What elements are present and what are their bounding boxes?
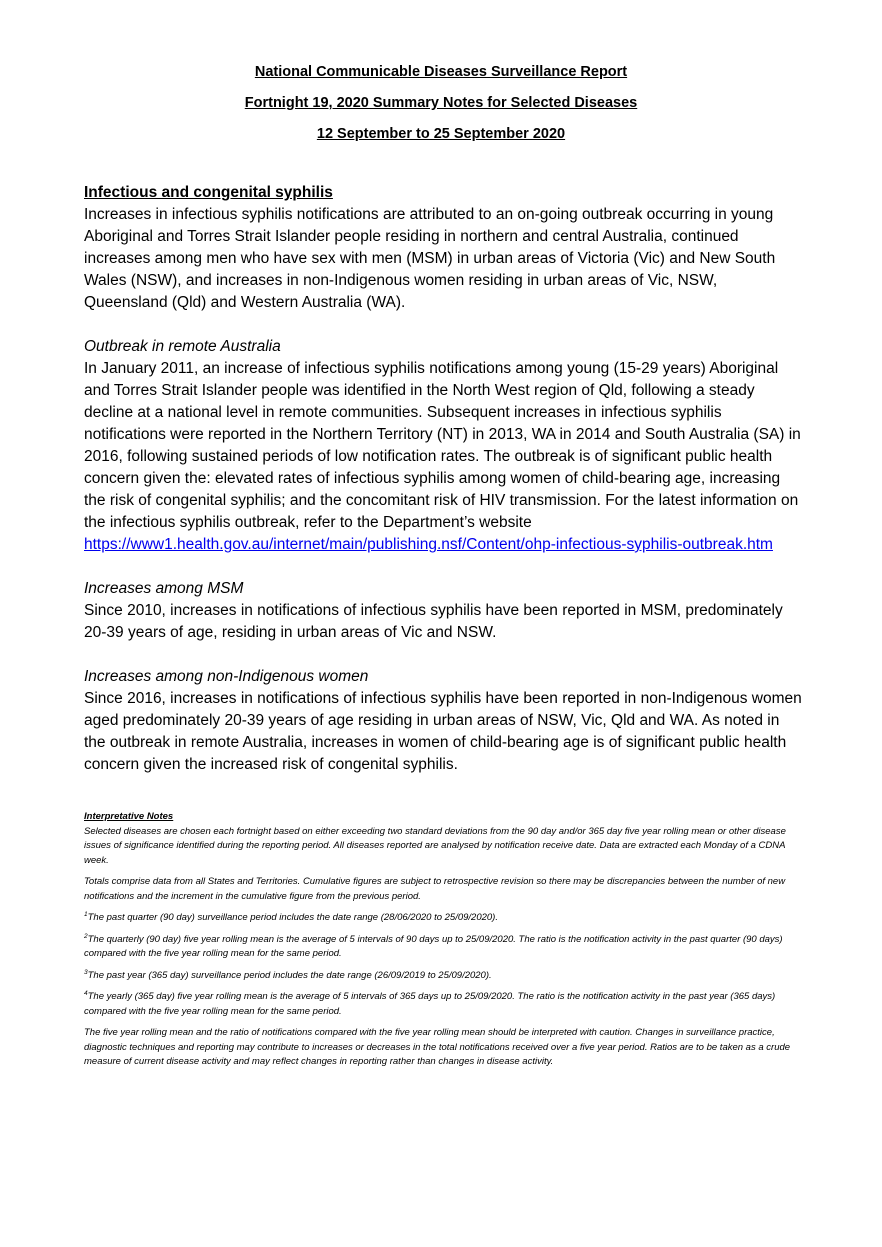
report-title: National Communicable Diseases Surveillance Report [254, 64, 628, 80]
women-heading: Increases among non-Indigenous women [84, 668, 369, 685]
note-text: The past year (365 day) surveillance period includes the date range (26/09/2019 to 25/09/2020). [87, 969, 492, 981]
women-body: Since 2016, increases in notifications of infectious syphilis have been reported in non-Indigenous women aged predominately 20-39 years of age residing in urban areas of NSW, Vic, Qld and WA. As noted in the outbreak in remote Australia, increases in women of child-bearing age is of significant public health concern given the increased risk of congenital syphilis. [84, 690, 802, 773]
note-marker: 4 [84, 989, 88, 997]
main-content [84, 182, 804, 776]
msm-heading: Increases among MSM [84, 580, 244, 597]
msm-body: Since 2010, increases in notifications of infectious syphilis have been reported in MSM, predominately 20-39 years of age, residing in urban areas of Vic and NSW. [84, 602, 783, 641]
note-text: The past quarter (90 day) surveillance period includes the date range (28/06/2020 to 25/09/2020). [87, 912, 498, 923]
report-header [84, 64, 798, 157]
note-marker: 2 [84, 932, 88, 940]
spacer [84, 644, 804, 666]
notes-heading: Interpretative Notes [84, 811, 174, 822]
note-item [84, 825, 800, 869]
department-website-link[interactable]: https://www1.health.gov.au/internet/main/publishing.nsf/Content/ohp-infectious-syphilis-outbreak.htm [84, 536, 773, 553]
note-text: Totals comprise data from all States and Territories. Cumulative figures are subject to retrospective revision so there may be discrepancies between the number of new notifications and the increment in the cumulative figure from the previous period. [84, 876, 786, 902]
report-subtitle: Fortnight 19, 2020 Summary Notes for Selected Diseases [244, 95, 638, 111]
outbreak-heading: Outbreak in remote Australia [84, 338, 281, 355]
note-item [84, 1026, 800, 1070]
note-text: The five year rolling mean and the ratio of notifications compared with the five year rolling mean should be interpreted with caution. Changes in surveillance practice, diagnostic techniques and reporting may contribute to increases or decreases in the total notifications received over a five year period. Ratios are to be taken as a crude measure of current disease activity and may reflect changes in reporting rather than changes in disease activity. [84, 1027, 791, 1067]
note-item [84, 875, 800, 904]
spacer [84, 556, 804, 578]
note-item [84, 969, 800, 984]
note-item [84, 990, 800, 1019]
note-text: The yearly (365 day) five year rolling mean is the average of 5 intervals of 365 days up to 25/09/2020. The ratio is the notification activity in the past year (365 days) compared with the five year rolling mean for the same period. [84, 991, 776, 1017]
spacer [84, 314, 804, 336]
report-date-range: 12 September to 25 September 2020 [316, 126, 566, 142]
section-intro: Increases in infectious syphilis notifications are attributed to an on-going outbreak occurring in young Aboriginal and Torres Strait Islander people residing in northern and central Australia, continued increases among men who have sex with men (MSM) in urban areas of Victoria (Vic) and New South Wales (NSW), and increases in non-Indigenous women residing in urban areas of Vic, NSW, Queensland (Qld) and Western Australia (WA). [84, 206, 776, 311]
section-heading: Infectious and congenital syphilis [84, 184, 333, 201]
interpretative-notes [84, 810, 800, 1077]
note-item [84, 933, 800, 962]
outbreak-paragraph [84, 358, 804, 556]
note-text: Selected diseases are chosen each fortnight based on either exceeding two standard deviations from the 90 day and/or 365 day five year rolling mean or other disease issues of significance identified during the reporting period. All diseases reported are analysed by notification receive date. Data are extracted each Monday of a CDNA week. [84, 825, 786, 866]
note-marker: 3 [84, 968, 88, 976]
note-text: The quarterly (90 day) five year rolling mean is the average of 5 intervals of 90 days up to 25/09/2020. The ratio is the notification activity in the past quarter (90 days) compared with the five year rolling mean for the same period. [84, 933, 783, 959]
note-item [84, 911, 800, 926]
outbreak-body: In January 2011, an increase of infectious syphilis notifications among young (15-29 years) Aboriginal and Torres Strait Islander people was identified in the North West region of Qld, following a steady decline at a national level in remote communities. Subsequent increases in infectious syphilis notifications were reported in the Northern Territory (NT) in 2013, WA in 2014 and South Australia (SA) in 2016, following sustained periods of low notification rates. The outbreak is of significant public health concern given the: elevated rates of infectious syphilis among women of child-bearing age, increasing the risk of congenital syphilis; and the concomitant risk of HIV transmission. For the latest information on the infectious syphilis outbreak, refer to the Department’s website [84, 360, 801, 531]
note-marker: 1 [84, 910, 88, 918]
